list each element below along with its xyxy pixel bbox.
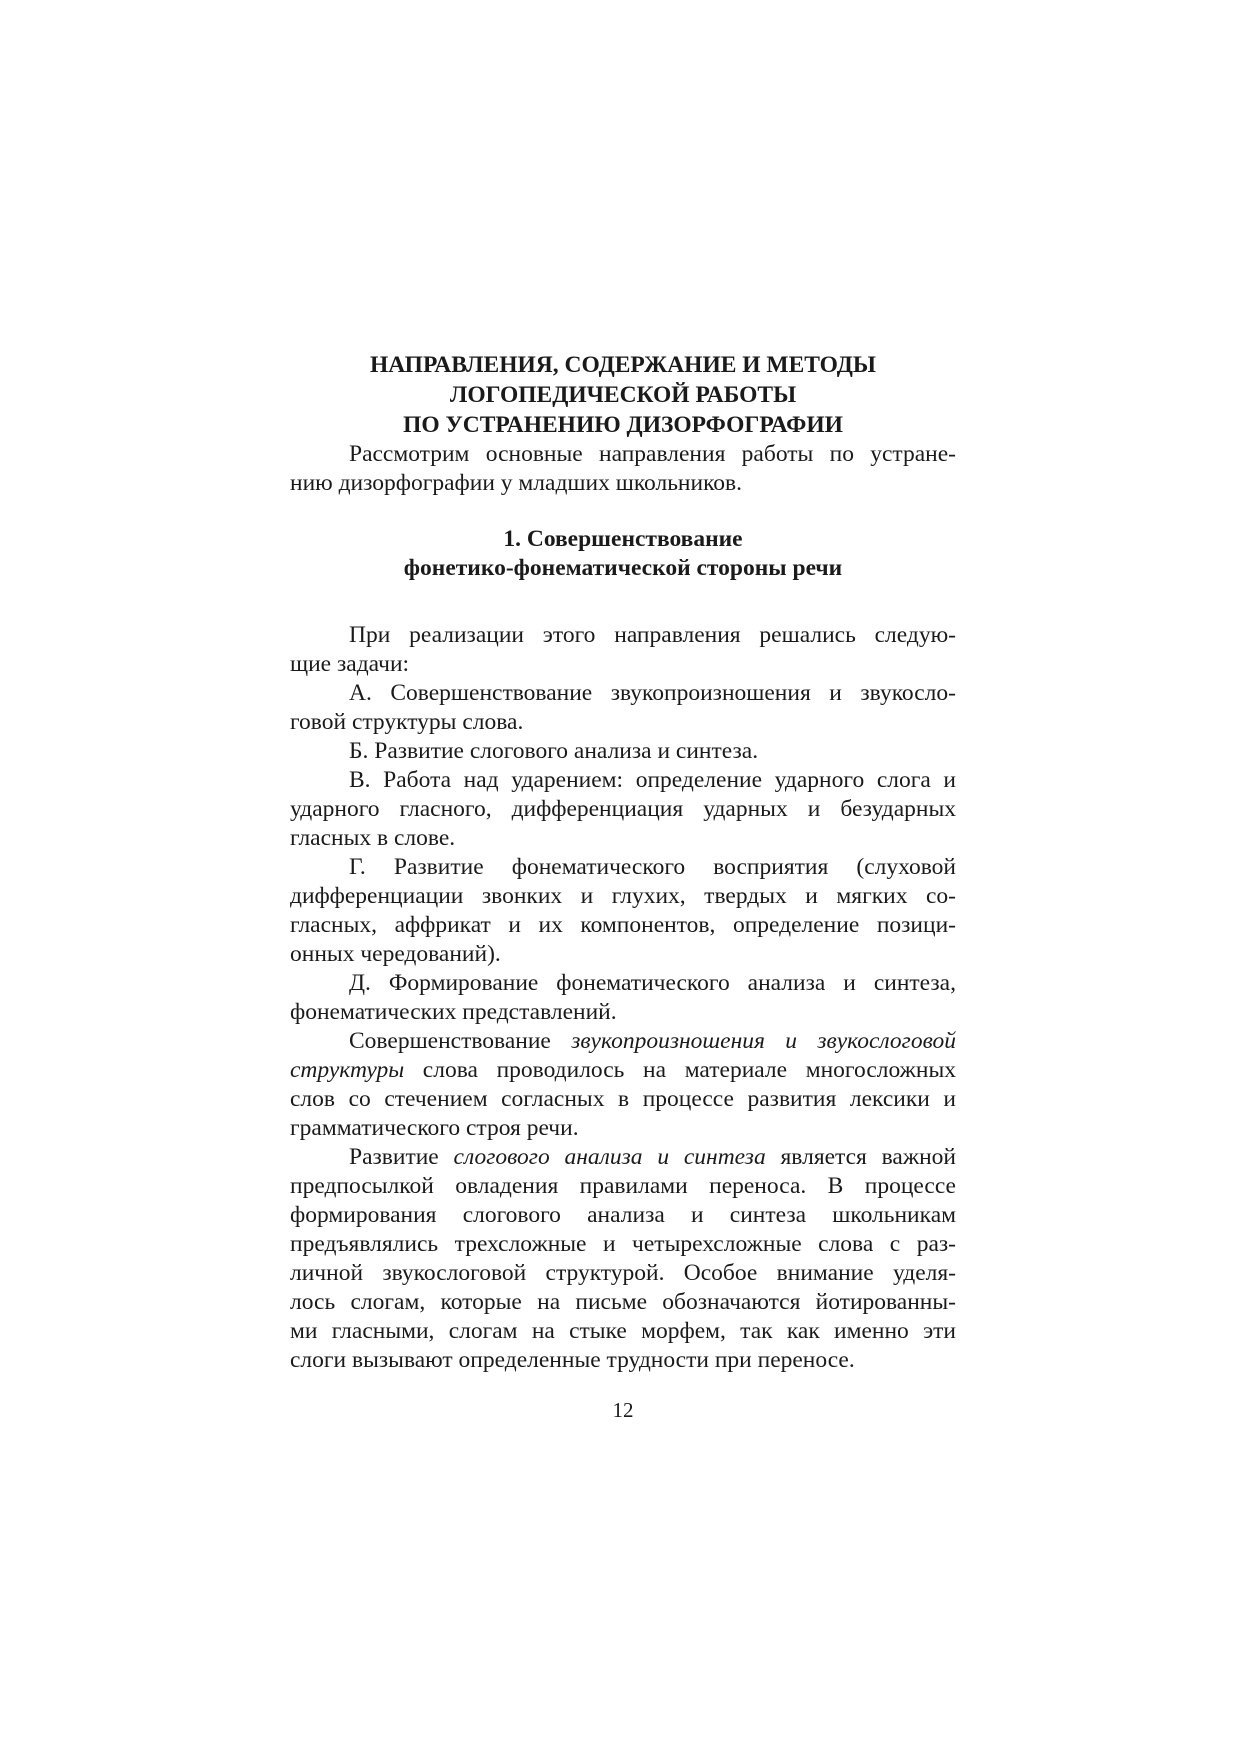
section-body	[290, 621, 956, 1375]
text-line	[290, 1056, 956, 1085]
text-line: нию дизорфографии у младших школьников.	[290, 470, 743, 496]
task-item-b	[290, 737, 956, 766]
syllable-analysis-paragraph	[290, 1143, 956, 1375]
text-line	[290, 1027, 956, 1056]
text-line: Рассмотрим основные направления работы по устране-	[349, 441, 956, 467]
text-line	[290, 1143, 956, 1172]
italic-term: слогового анализа и синтеза	[453, 1144, 766, 1170]
text-line: ми гласными, слогам на стыке морфем, так как именно эти	[290, 1318, 956, 1344]
text-line: грамматического строя речи.	[290, 1115, 579, 1141]
chapter-title-line: ЛОГОПЕДИЧЕСКОЙ РАБОТЫ	[449, 382, 797, 408]
text-line: гласных, аффрикат и их компонентов, определение позици-	[290, 912, 956, 938]
section-heading-line: 1. Совершенствование	[503, 526, 743, 552]
text-line: При реализации этого направления решались следую-	[349, 622, 956, 648]
task-item-g	[290, 853, 956, 969]
chapter-title	[290, 350, 956, 440]
chapter-title-line: ПО УСТРАНЕНИЮ ДИЗОРФОГРАФИИ	[403, 412, 843, 438]
text-line: Б. Развитие слогового анализа и синтеза.	[349, 738, 759, 764]
text-line: предпосылкой овладения правилами переноса. В процессе	[290, 1173, 956, 1199]
task-item-a	[290, 679, 956, 737]
text-fragment: Развитие	[349, 1144, 454, 1170]
italic-term: структуры	[290, 1057, 405, 1083]
text-fragment: слова проводилось на материале многосложных	[404, 1057, 956, 1083]
text-fragment: является важной	[765, 1144, 956, 1170]
task-item-d	[290, 969, 956, 1027]
text-line: Г. Развитие фонематического восприятия (слуховой	[349, 854, 956, 880]
text-line: слов со стечением согласных в процессе развития лексики и	[290, 1086, 956, 1112]
text-line: предъявлялись трехсложные и четырехсложные слова с раз-	[290, 1231, 956, 1257]
text-line: щие задачи:	[290, 651, 410, 677]
chapter-title-line: НАПРАВЛЕНИЯ, СОДЕРЖАНИЕ И МЕТОДЫ	[370, 352, 876, 378]
task-item-v	[290, 766, 956, 853]
page-number: 12	[612, 1398, 634, 1422]
text-line: гласных в слове.	[290, 825, 456, 851]
italic-term: звукопроизношения и звукослоговой	[571, 1028, 956, 1054]
sound-structure-paragraph	[290, 1027, 956, 1143]
section-heading-line: фонетико-фонематической стороны речи	[403, 555, 843, 581]
text-fragment: Совершенствование	[349, 1028, 572, 1054]
section-heading	[290, 525, 956, 583]
text-line: говой структуры слова.	[290, 709, 524, 735]
text-line: А. Совершенствование звукопроизношения и звукосло-	[349, 680, 956, 706]
text-line: дифференциации звонких и глухих, твердых и мягких со-	[290, 883, 956, 909]
text-line: онных чередований).	[290, 941, 501, 967]
text-line: фонематических представлений.	[290, 999, 617, 1025]
text-line: ударного гласного, дифференциация ударных и безударных	[290, 796, 956, 822]
text-line: лось слогам, которые на письме обозначаются йотированны-	[290, 1289, 956, 1315]
intro-paragraph	[290, 440, 956, 498]
document-page	[290, 350, 956, 1375]
text-line: слоги вызывают определенные трудности при переносе.	[290, 1347, 855, 1373]
text-line: личной звукослоговой структурой. Особое внимание уделя-	[290, 1260, 956, 1286]
text-line: формирования слогового анализа и синтеза школьникам	[290, 1202, 956, 1228]
tasks-intro-paragraph	[290, 621, 956, 679]
text-line: В. Работа над ударением: определение ударного слога и	[349, 767, 956, 793]
text-line: Д. Формирование фонематического анализа и синтеза,	[349, 970, 956, 996]
